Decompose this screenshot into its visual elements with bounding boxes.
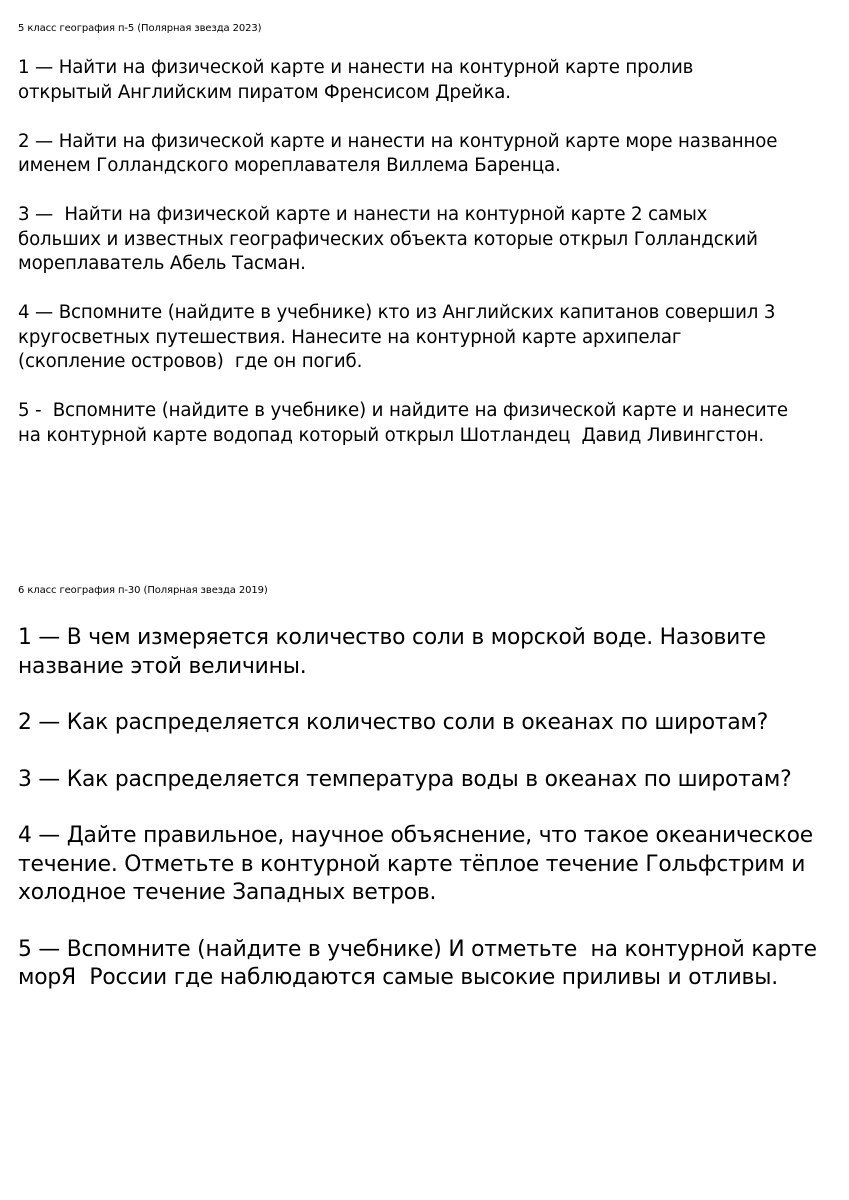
grade-6-task-4: 4 — Дайте правильное, научное объяснение, что такое океаническое течение. Отметьте в контурной карте тёплое течение Гольфстрим и холодное течение Западных ветров.: [18, 823, 813, 905]
grade-6-task-3: 3 — Как распределяется температура воды в океанах по широтам?: [18, 766, 792, 792]
grade-6-task-1: 1 — В чем измеряется количество соли в морской воде. Назовите название этой величины.: [18, 625, 766, 679]
grade-5-task-list: [18, 56, 838, 448]
grade-5-section: [18, 22, 838, 473]
grade-6-section: [18, 584, 838, 1021]
grade-5-task-4: 4 — Вспомните (найдите в учебнике) кто из Английских капитанов совершил 3 кругосветных путешествия. Нанесите на контурной карте архипелаг (скопление островов) где он погиб.: [18, 302, 776, 372]
grade-6-task-2: 2 — Как распределяется количество соли в океанах по широтам?: [18, 710, 769, 735]
grade-5-task-1: 1 — Найти на физической карте и нанести на контурной карте пролив открытый Английским пиратом Френсисом Дрейка.: [18, 57, 694, 103]
grade-5-caption: 5 класс география п-5 (Полярная звезда 2023): [18, 23, 262, 34]
grade-6-task-5: 5 — Вспомните (найдите в учебнике) И отметьте на контурной карте морЯ России где наблюдаются самые высокие приливы и отливы.: [18, 936, 817, 990]
grade-6-caption: 6 класс география п-30 (Полярная звезда 2019): [18, 585, 268, 596]
grade-6-task-list: [18, 624, 838, 993]
grade-5-task-2: 2 — Найти на физической карте и нанести на контурной карте море названное именем Голландского мореплавателя Виллема Баренца.: [18, 130, 778, 176]
grade-5-task-5: 5 - Вспомните (найдите в учебнике) и найдите на физической карте и нанесите на контурной карте водопад который открыл Шотландец Давид Ливингстон.: [18, 400, 788, 446]
grade-5-task-3: 3 — Найти на физической карте и нанести на контурной карте 2 самых больших и известных географических объекта которые открыл Голландский мореплаватель Абель Тасман.: [18, 204, 758, 274]
